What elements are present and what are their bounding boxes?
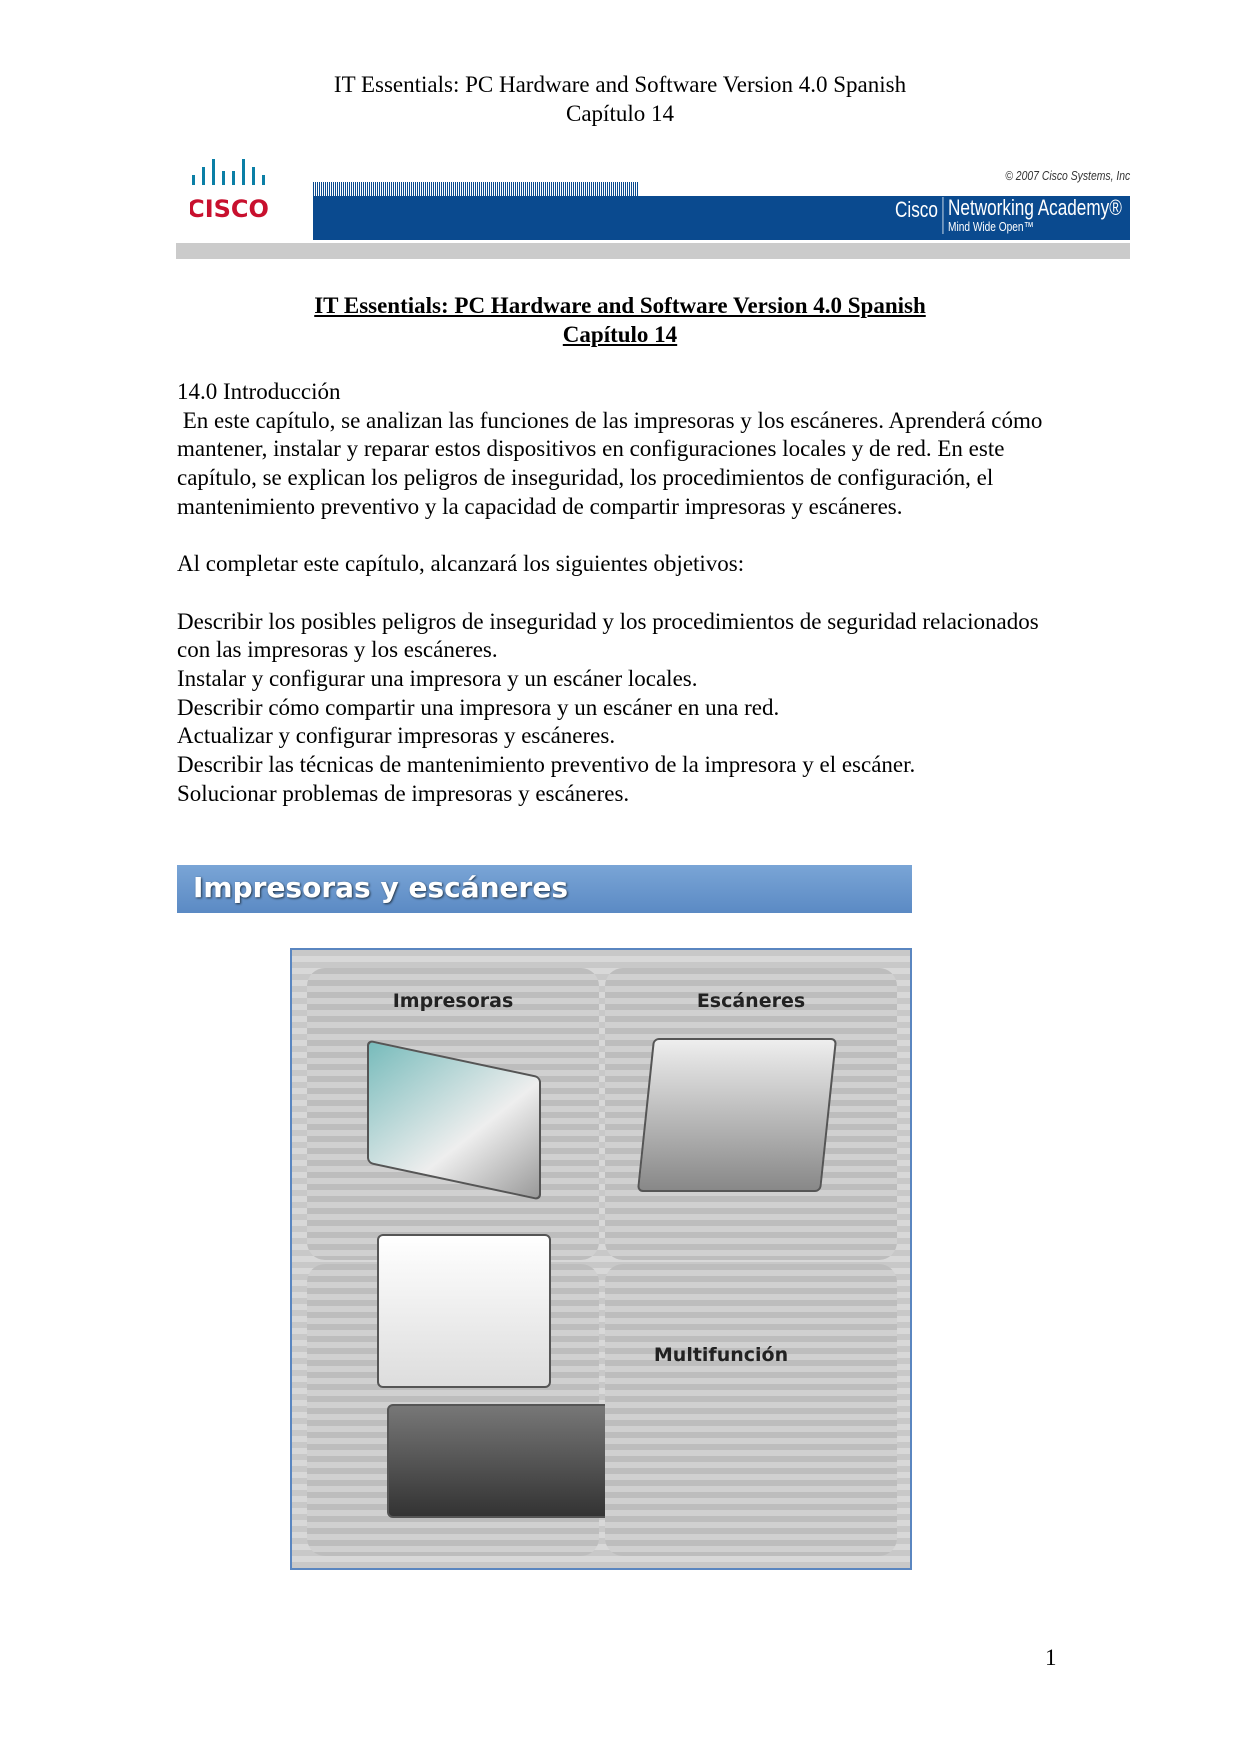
printers-scanners-figure bbox=[290, 948, 912, 1570]
objective-item: Solucionar problemas de impresoras y escáneres. bbox=[177, 780, 630, 806]
banner-stripes bbox=[313, 182, 638, 196]
printers-panel bbox=[307, 968, 599, 1260]
objective-item: Describir las técnicas de mantenimiento preventivo de la impresora y el escáner. bbox=[177, 752, 916, 778]
page-number: 1 bbox=[1045, 1645, 1057, 1670]
printer-image bbox=[367, 1040, 541, 1201]
document-body bbox=[177, 378, 1077, 809]
label-printers: Impresoras bbox=[392, 990, 514, 1012]
objective-item: Describir cómo compartir una impresora y un escáner en una red. bbox=[177, 694, 780, 720]
copyright: © 2007 Cisco Systems, Inc bbox=[1005, 168, 1130, 183]
document-title-line2: Capítulo 14 bbox=[562, 322, 678, 347]
mfp-lid-image bbox=[377, 1234, 551, 1388]
label-multifunction: Multifunción bbox=[653, 1344, 789, 1366]
objective-item: Instalar y configurar una impresora y un escáner locales. bbox=[177, 666, 698, 692]
banner-gray-bar bbox=[176, 243, 1130, 259]
page-header-line2: Capítulo 14 bbox=[566, 101, 674, 126]
networking-academy-brand bbox=[895, 197, 1122, 234]
label-scanners: Escáneres bbox=[696, 990, 806, 1012]
objective-item: Actualizar y configurar impresoras y escáneres. bbox=[177, 723, 616, 749]
section-heading: 14.0 Introducción bbox=[177, 379, 341, 404]
page-header-line1: IT Essentials: PC Hardware and Software Version 4.0 Spanish bbox=[333, 72, 907, 97]
objective-item: Describir los posibles peligros de inseguridad y los procedimientos de seguridad relacionados con las impresoras y los escáneres. bbox=[177, 608, 1039, 663]
figure-header-text: Impresoras y escáneres bbox=[193, 871, 568, 904]
brand-tagline: Mind Wide Open™ bbox=[948, 219, 1034, 234]
brand-academy: Networking Academy® bbox=[948, 195, 1122, 220]
brand-cisco: Cisco bbox=[895, 197, 943, 234]
intro-paragraph: En este capítulo, se analizan las funciones de las impresoras y los escáneres. Aprenderá cómo mantener, instalar y reparar estos dispositivos en configuraciones locales y de red. En este capítulo, se explican los peligros de inseguridad, los procedimientos de configuración, el mantenimiento preventivo y la capacidad de compartir impresoras y escáneres. bbox=[177, 407, 1049, 519]
multifunction-panel bbox=[605, 1264, 897, 1556]
svg-text:CISCO: CISCO bbox=[190, 195, 269, 223]
scanners-panel bbox=[605, 968, 897, 1260]
objectives-intro: Al completar este capítulo, alcanzará los siguientes objetivos: bbox=[177, 551, 745, 577]
multifunction-image-panel bbox=[307, 1264, 599, 1556]
document-title-line1: IT Essentials: PC Hardware and Software Version 4.0 Spanish bbox=[314, 293, 926, 318]
scanner-image bbox=[637, 1038, 837, 1192]
figure-header bbox=[177, 865, 912, 913]
cisco-logo bbox=[190, 155, 280, 225]
